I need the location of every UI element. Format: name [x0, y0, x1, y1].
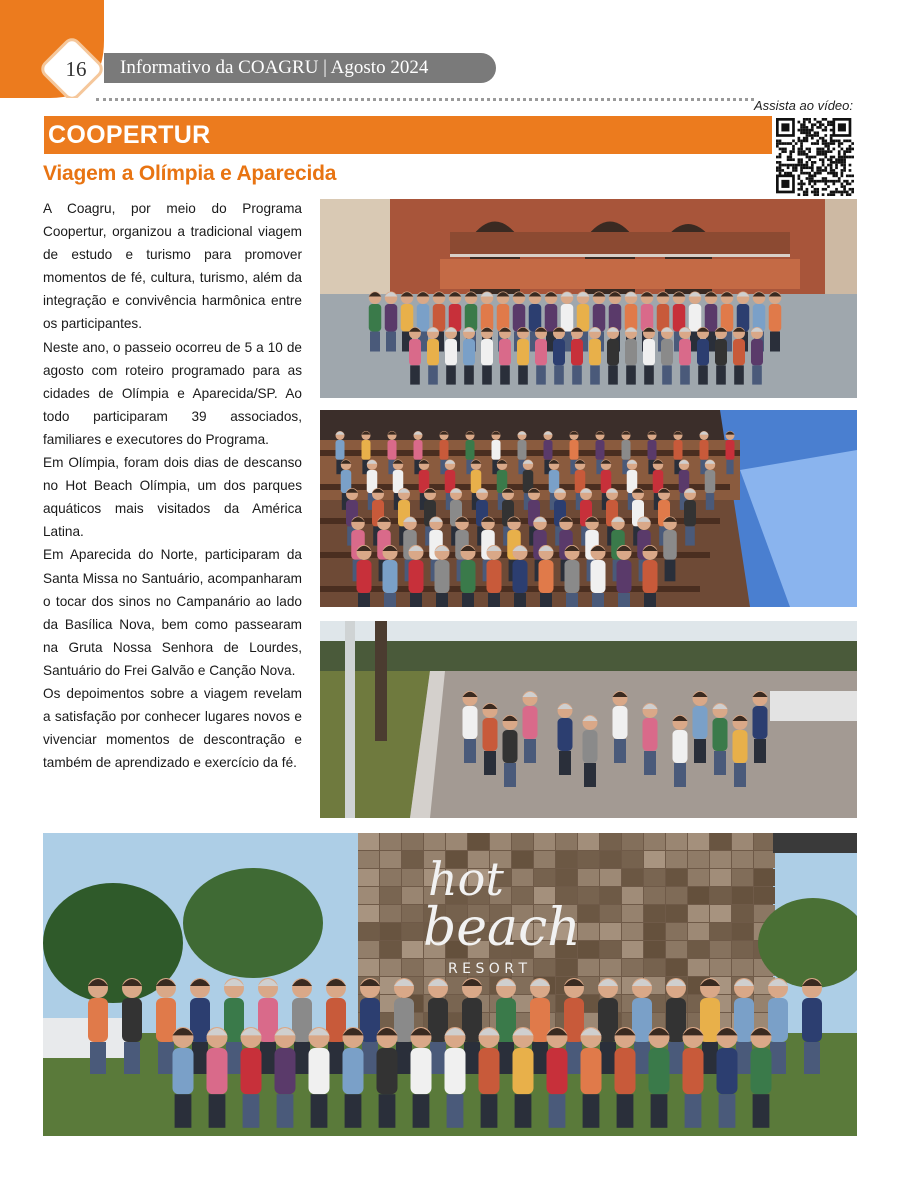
article-paragraph: A Coagru, por meio do Programa Coopertur, organizou a tradicional viagem de estudo e turismo para promover momentos de fé, cultura, turismo, além da integração e convivência harmônica entre os participantes.: [43, 201, 302, 332]
qr-code-icon[interactable]: [776, 118, 854, 196]
article-paragraph: Neste ano, o passeio ocorreu de 5 a 10 de agosto com roteiro programado para as cidades de Olímpia e Aparecida/SP. Ao todo participaram 39 associados, familiares e executores do Programa.: [43, 339, 302, 447]
hot-beach-sign-resort: R E S O R T: [448, 961, 528, 977]
publication-header: Informativo da COAGRU | Agosto 2024: [104, 53, 496, 83]
section-title: COOPERTUR: [48, 121, 211, 149]
article-paragraph: Em Aparecida do Norte, participaram da Santa Missa no Santuário, acompanharam o tocar dos sinos no Campanário ao lado da Basílica Nova, bem como passearam na Gruta Nossa Senhora de Lourdes, Santuário do Frei Galvão e Canção Nova.: [43, 547, 302, 678]
article-body: [43, 197, 302, 774]
photo-walking-tour: [320, 621, 857, 818]
article-paragraph: Em Olímpia, foram dois dias de descanso no Hot Beach Olímpia, um dos parques aquáticos mais visitados da América Latina.: [43, 455, 302, 540]
article-paragraph: Os depoimentos sobre a viagem revelam a satisfação por conhecer lugares novos e vivenciar momentos de descontração e também de aprendizado e exercício da fé.: [43, 685, 302, 771]
hot-beach-sign-hot: hot: [428, 852, 504, 906]
photo-hot-beach-resort: [43, 833, 857, 1136]
photo-mass-sanctuary: [320, 410, 857, 607]
page-number: 16: [65, 57, 87, 81]
header-divider: [96, 98, 754, 101]
article-title: Viagem a Olímpia e Aparecida: [43, 162, 337, 185]
video-label: Assista ao vídeo:: [754, 98, 853, 113]
photo-group-basilica: [320, 199, 857, 398]
hot-beach-sign-beach: beach: [423, 898, 581, 958]
